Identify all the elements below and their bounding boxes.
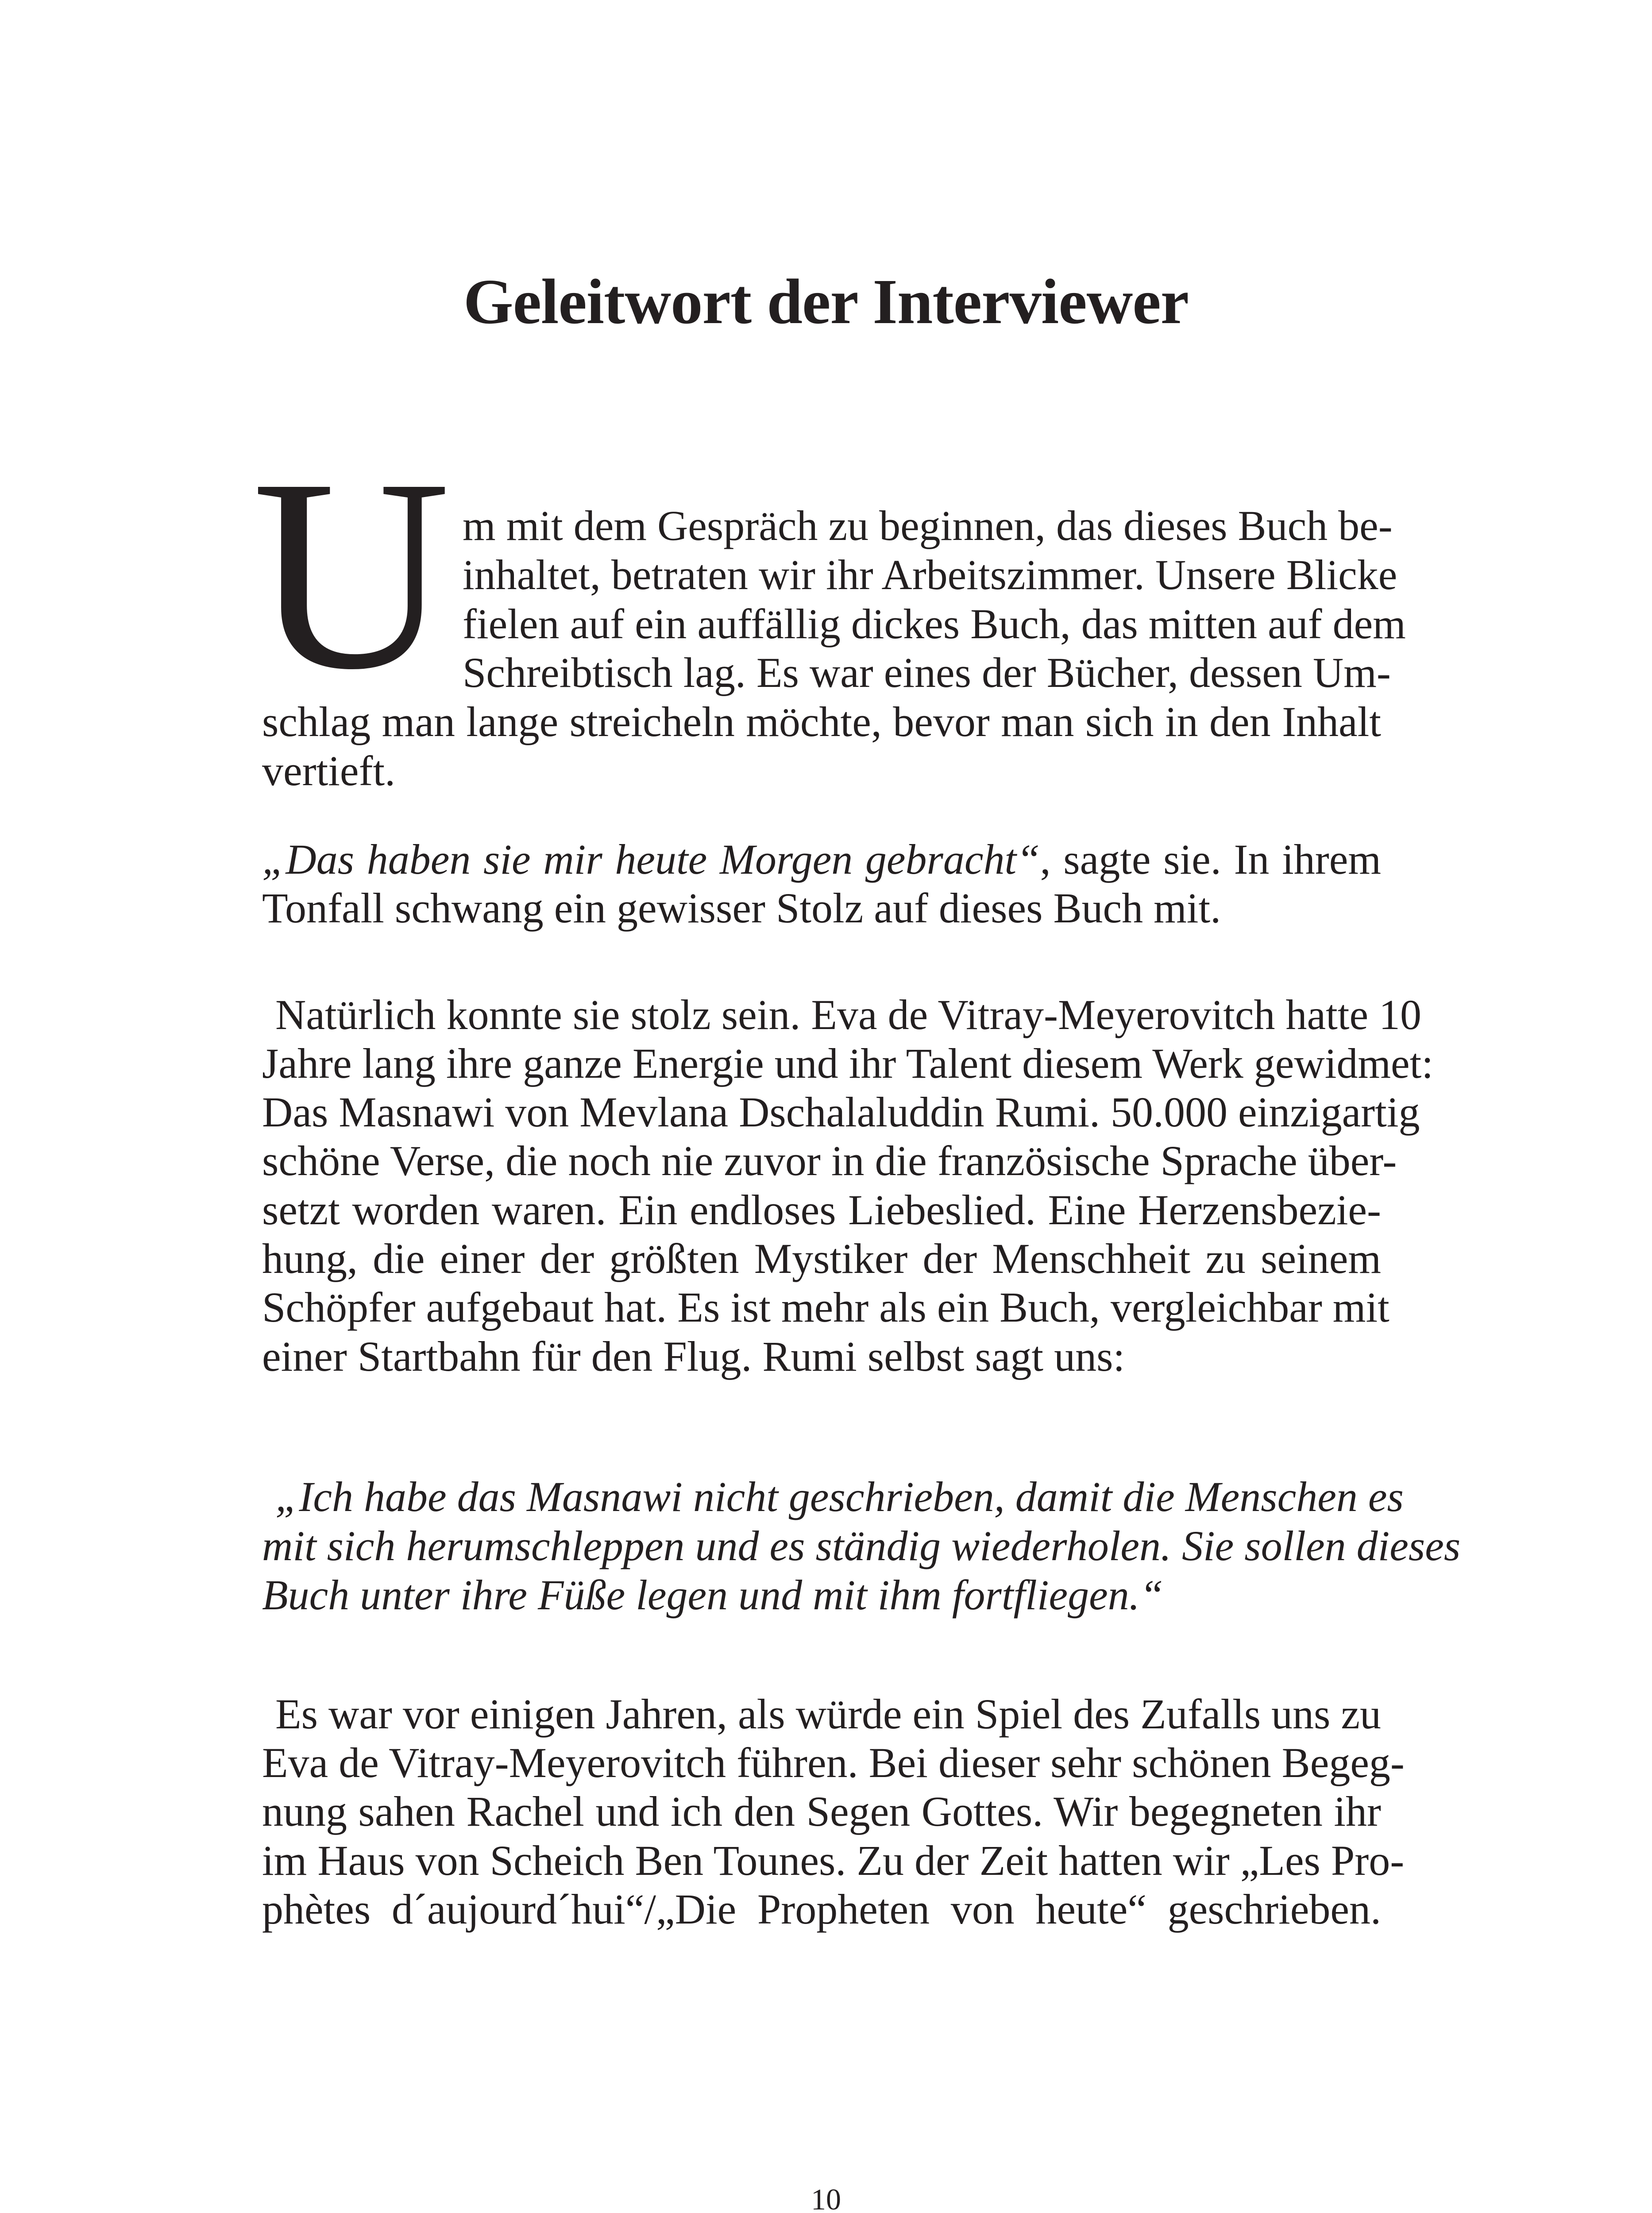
rumi-quote-line-2: mit sich herumschleppen und es ständig wiederholen. Sie sollen dieses — [262, 1522, 1461, 1569]
paragraph-5-line-4: im Haus von Scheich Ben Tounes. Zu der Zeit hatten wir „Les Pro- — [262, 1837, 1405, 1884]
quote-inline: „Das haben sie mir heute Morgen gebracht“ — [262, 836, 1040, 883]
paragraph-3-line-1: Natürlich konnte sie stolz sein. Eva de Vitray-Meyerovitch hatte 10 — [275, 991, 1422, 1038]
paragraph-5-line-2: Eva de Vitray-Meyerovitch führen. Bei dieser sehr schönen Begeg- — [262, 1739, 1405, 1786]
paragraph-3-line-2: Jahre lang ihre ganze Energie und ihr Talent diesem Werk gewidmet: — [262, 1040, 1433, 1087]
paragraph-5-line-3: nung sahen Rachel und ich den Segen Gottes. Wir begegneten ihr — [262, 1788, 1381, 1835]
paragraph-3-line-5: setzt worden waren. Ein endloses Liebeslied. Eine Herzensbezie- — [262, 1186, 1381, 1234]
paragraph-1-line-2: inhaltet, betraten wir ihr Arbeitszimmer. Unsere Blicke — [463, 551, 1397, 598]
paragraph-3-line-3: Das Masnawi von Mevlana Dschalaluddin Rumi. 50.000 einzigartig — [262, 1088, 1420, 1136]
paragraph-1-line-5: schlag man lange streicheln möchte, bevor man sich in den Inhalt — [262, 698, 1381, 745]
quote-attribution: , sagte sie. In ihrem — [1040, 836, 1382, 883]
paragraph-3-line-8: einer Startbahn für den Flug. Rumi selbst sagt uns: — [262, 1333, 1125, 1380]
rumi-quote-line-3: Buch unter ihre Füße legen und mit ihm fortfliegen.“ — [262, 1571, 1164, 1619]
paragraph-1-line-6: vertieft. — [262, 747, 396, 794]
page-number: 10 — [811, 2182, 841, 2213]
paragraph-3-line-6: hung, die einer der größten Mystiker der Menschheit zu seinem — [262, 1235, 1381, 1282]
paragraph-1-line-4: Schreibtisch lag. Es war eines der Bücher, dessen Um- — [463, 649, 1391, 696]
paragraph-5-line-5: phètes d´aujourd´hui“/„Die Propheten von heute“ geschrieben. — [262, 1885, 1381, 1933]
paragraph-3-line-4: schöne Verse, die noch nie zuvor in die französische Sprache über- — [262, 1137, 1397, 1184]
rumi-quote-line-1: „Ich habe das Masnawi nicht geschrieben, damit die Menschen es — [275, 1473, 1404, 1520]
paragraph-2-line-1 — [262, 838, 1381, 881]
paragraph-3-line-7: Schöpfer aufgebaut hat. Es ist mehr als ein Buch, vergleichbar mit — [262, 1284, 1390, 1331]
page-title: Geleitwort der Interviewer — [463, 266, 1189, 337]
drop-cap: U — [252, 423, 451, 726]
paragraph-5-line-1: Es war vor einigen Jahren, als würde ein Spiel des Zufalls uns zu — [275, 1690, 1382, 1738]
paragraph-1-line-3: fielen auf ein auffällig dickes Buch, das mitten auf dem — [463, 600, 1406, 648]
paragraph-2-line-2: Tonfall schwang ein gewisser Stolz auf dieses Buch mit. — [262, 884, 1221, 932]
paragraph-1-line-1: m mit dem Gespräch zu beginnen, das dieses Buch be- — [463, 502, 1393, 549]
